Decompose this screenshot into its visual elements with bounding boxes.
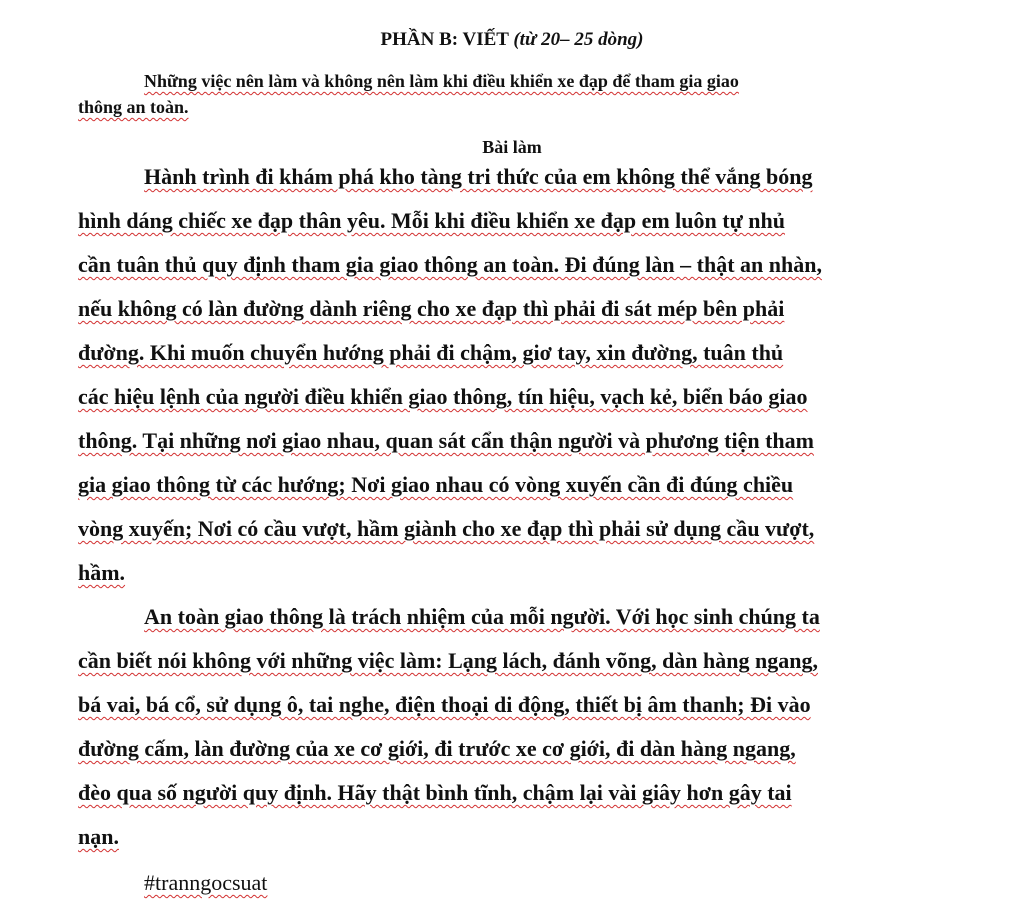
essay-line: nạn. (78, 824, 119, 849)
essay-line: cần biết nói không với những việc làm: Lạng lách, đánh võng, dàn hàng ngang, (78, 648, 818, 673)
essay-line: nếu không có làn đường dành riêng cho xe đạp thì phải đi sát mép bên phải (78, 296, 785, 321)
essay-line: cần tuân thủ quy định tham gia giao thông an toàn. Đi đúng làn – thật an nhàn, (78, 252, 822, 277)
essay-heading: Bài làm (482, 137, 542, 157)
essay-line: thông. Tại những nơi giao nhau, quan sát cẩn thận người và phương tiện tham (78, 428, 814, 453)
section-title (0, 28, 1024, 52)
essay-line: bá vai, bá cổ, sử dụng ô, tai nghe, điện thoại di động, thiết bị âm thanh; Đi vào (78, 692, 811, 717)
section-title-subtitle: (từ 20– 25 dòng) (513, 29, 644, 50)
essay-line: hình dáng chiếc xe đạp thân yêu. Mỗi khi điều khiển xe đạp em luôn tự nhủ (78, 208, 785, 233)
essay-line: đường. Khi muốn chuyển hướng phải đi chậm, giơ tay, xin đường, tuân thủ (78, 340, 784, 365)
essay-line: vòng xuyến; Nơi có cầu vượt, hầm giành cho xe đạp thì phải sử dụng cầu vượt, (78, 516, 815, 541)
essay-line: hầm. (78, 560, 126, 585)
author-hashtag: #tranngocsuat (144, 870, 268, 895)
essay-line: gia giao thông từ các hướng; Nơi giao nhau có vòng xuyến cần đi đúng chiều (78, 472, 794, 497)
prompt-line: Những việc nên làm và không nên làm khi điều khiển xe đạp để tham gia giao (144, 71, 739, 91)
prompt-line: thông an toàn. (78, 97, 189, 117)
assignment-prompt (78, 68, 958, 120)
essay-body (78, 160, 958, 864)
essay-line: Hành trình đi khám phá kho tàng tri thức của em không thể vắng bóng (144, 164, 813, 189)
essay-line: An toàn giao thông là trách nhiệm của mỗi người. Với học sinh chúng ta (144, 604, 820, 629)
essay-line: đèo qua số người quy định. Hãy thật bình tĩnh, chậm lại vài giây hơn gây tai (78, 780, 792, 805)
section-title-main: PHẦN B: VIẾT (380, 29, 509, 50)
essay-line: đường cấm, làn đường của xe cơ giới, đi trước xe cơ giới, đi dàn hàng ngang, (78, 736, 796, 761)
essay-line: các hiệu lệnh của người điều khiển giao thông, tín hiệu, vạch kẻ, biển báo giao (78, 384, 808, 409)
